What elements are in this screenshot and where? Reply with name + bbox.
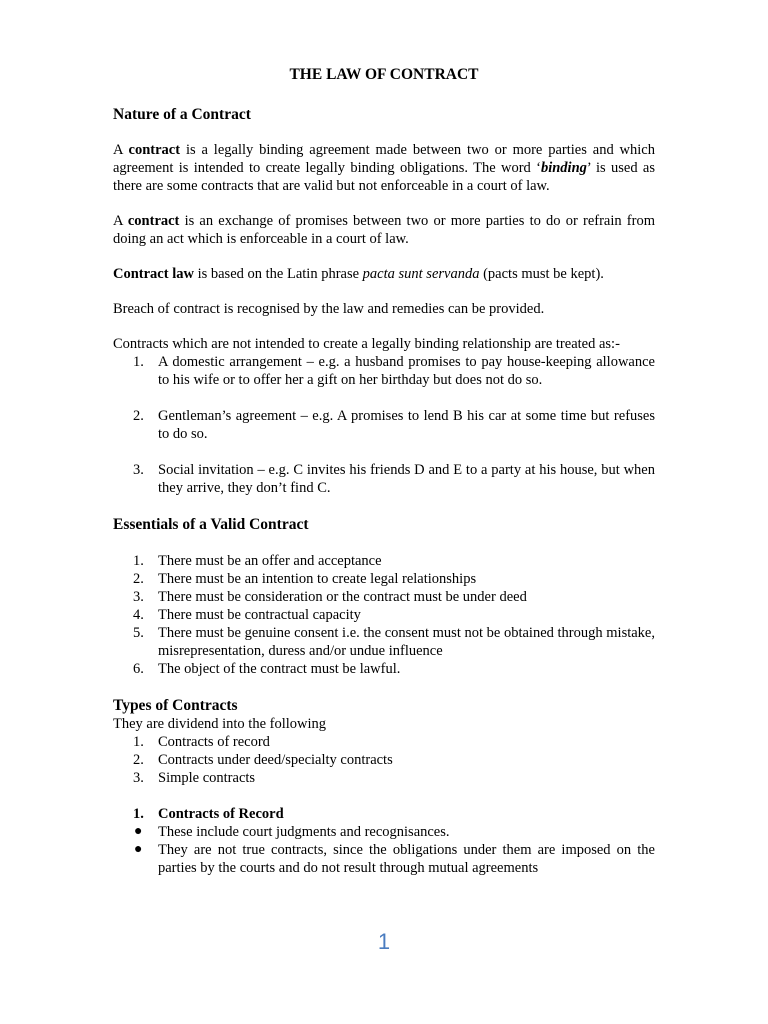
types-list [113, 733, 655, 787]
bullet-icon: ● [134, 824, 143, 839]
section-heading-essentials: Essentials of a Valid Contract [113, 516, 309, 533]
paragraph-not-binding-intro: Contracts which are not intended to create a legally binding relationship are treated as:- [113, 336, 620, 352]
list-item: 2. Contracts under deed/specialty contracts [133, 752, 393, 768]
paragraph-breach: Breach of contract is recognised by the law and remedies can be provided. [113, 301, 545, 317]
list-item: 1. Contracts of record [133, 734, 270, 750]
document-title: THE LAW OF CONTRACT [289, 66, 479, 83]
page-number: 1 [377, 929, 391, 954]
list-item: 4. There must be contractual capacity [133, 607, 361, 623]
list-item: 1. A domestic arrangement – e.g. a husband promises to pay house-keeping allowance to his wife or to offer her a gift on her birthday but does not do so. [133, 354, 655, 388]
list-item: 2. There must be an intention to create legal relationships [133, 571, 477, 587]
paragraph-contract-exchange: A contract is an exchange of promises between two or more parties to do or refrain from doing an act which is enforceable in a court of law. [113, 213, 655, 247]
list-item: 3. Social invitation – e.g. C invites his friends D and E to a party at his house, but when they arrive, they don’t find C. [133, 462, 655, 496]
list-item: 5. There must be genuine consent i.e. the consent must not be obtained through mistake, misrepresentation, duress and/or undue influence [133, 625, 655, 659]
document-body [113, 66, 655, 877]
section-heading-types: Types of Contracts [113, 697, 238, 714]
paragraph-contract-law: Contract law is based on the Latin phrase pacta sunt servanda (pacts must be kept). [113, 266, 604, 282]
list-item: 6. The object of the contract must be lawful. [133, 661, 401, 677]
not-binding-list [113, 353, 655, 497]
section-heading-nature: Nature of a Contract [113, 106, 251, 123]
essentials-list [113, 552, 655, 678]
list-item: 3. Simple contracts [133, 770, 256, 786]
list-item: 1. There must be an offer and acceptance [133, 553, 382, 569]
bullet-item: ● They are not true contracts, since the obligations under them are imposed on the parties by the courts and do not result through mutual agreements [134, 842, 655, 876]
list-item: 3. There must be consideration or the contract must be under deed [133, 589, 527, 605]
contracts-of-record-bullets [113, 823, 655, 877]
bullet-icon: ● [134, 842, 143, 857]
paragraph-contract-definition: A contract is a legally binding agreement made between two or more parties and which agreement is intended to create legally binding obligations. The word ‘binding’ is used as there are some contracts that are valid but not enforceable in a court of law. [113, 142, 655, 194]
types-intro: They are dividend into the following [113, 716, 327, 732]
list-item: 2. Gentleman’s agreement – e.g. A promises to lend B his car at some time but refuses to do so. [133, 408, 655, 442]
bullet-item: ● These include court judgments and recognisances. [134, 824, 450, 840]
subsection-heading-contracts-of-record: 1. Contracts of Record [133, 806, 284, 822]
